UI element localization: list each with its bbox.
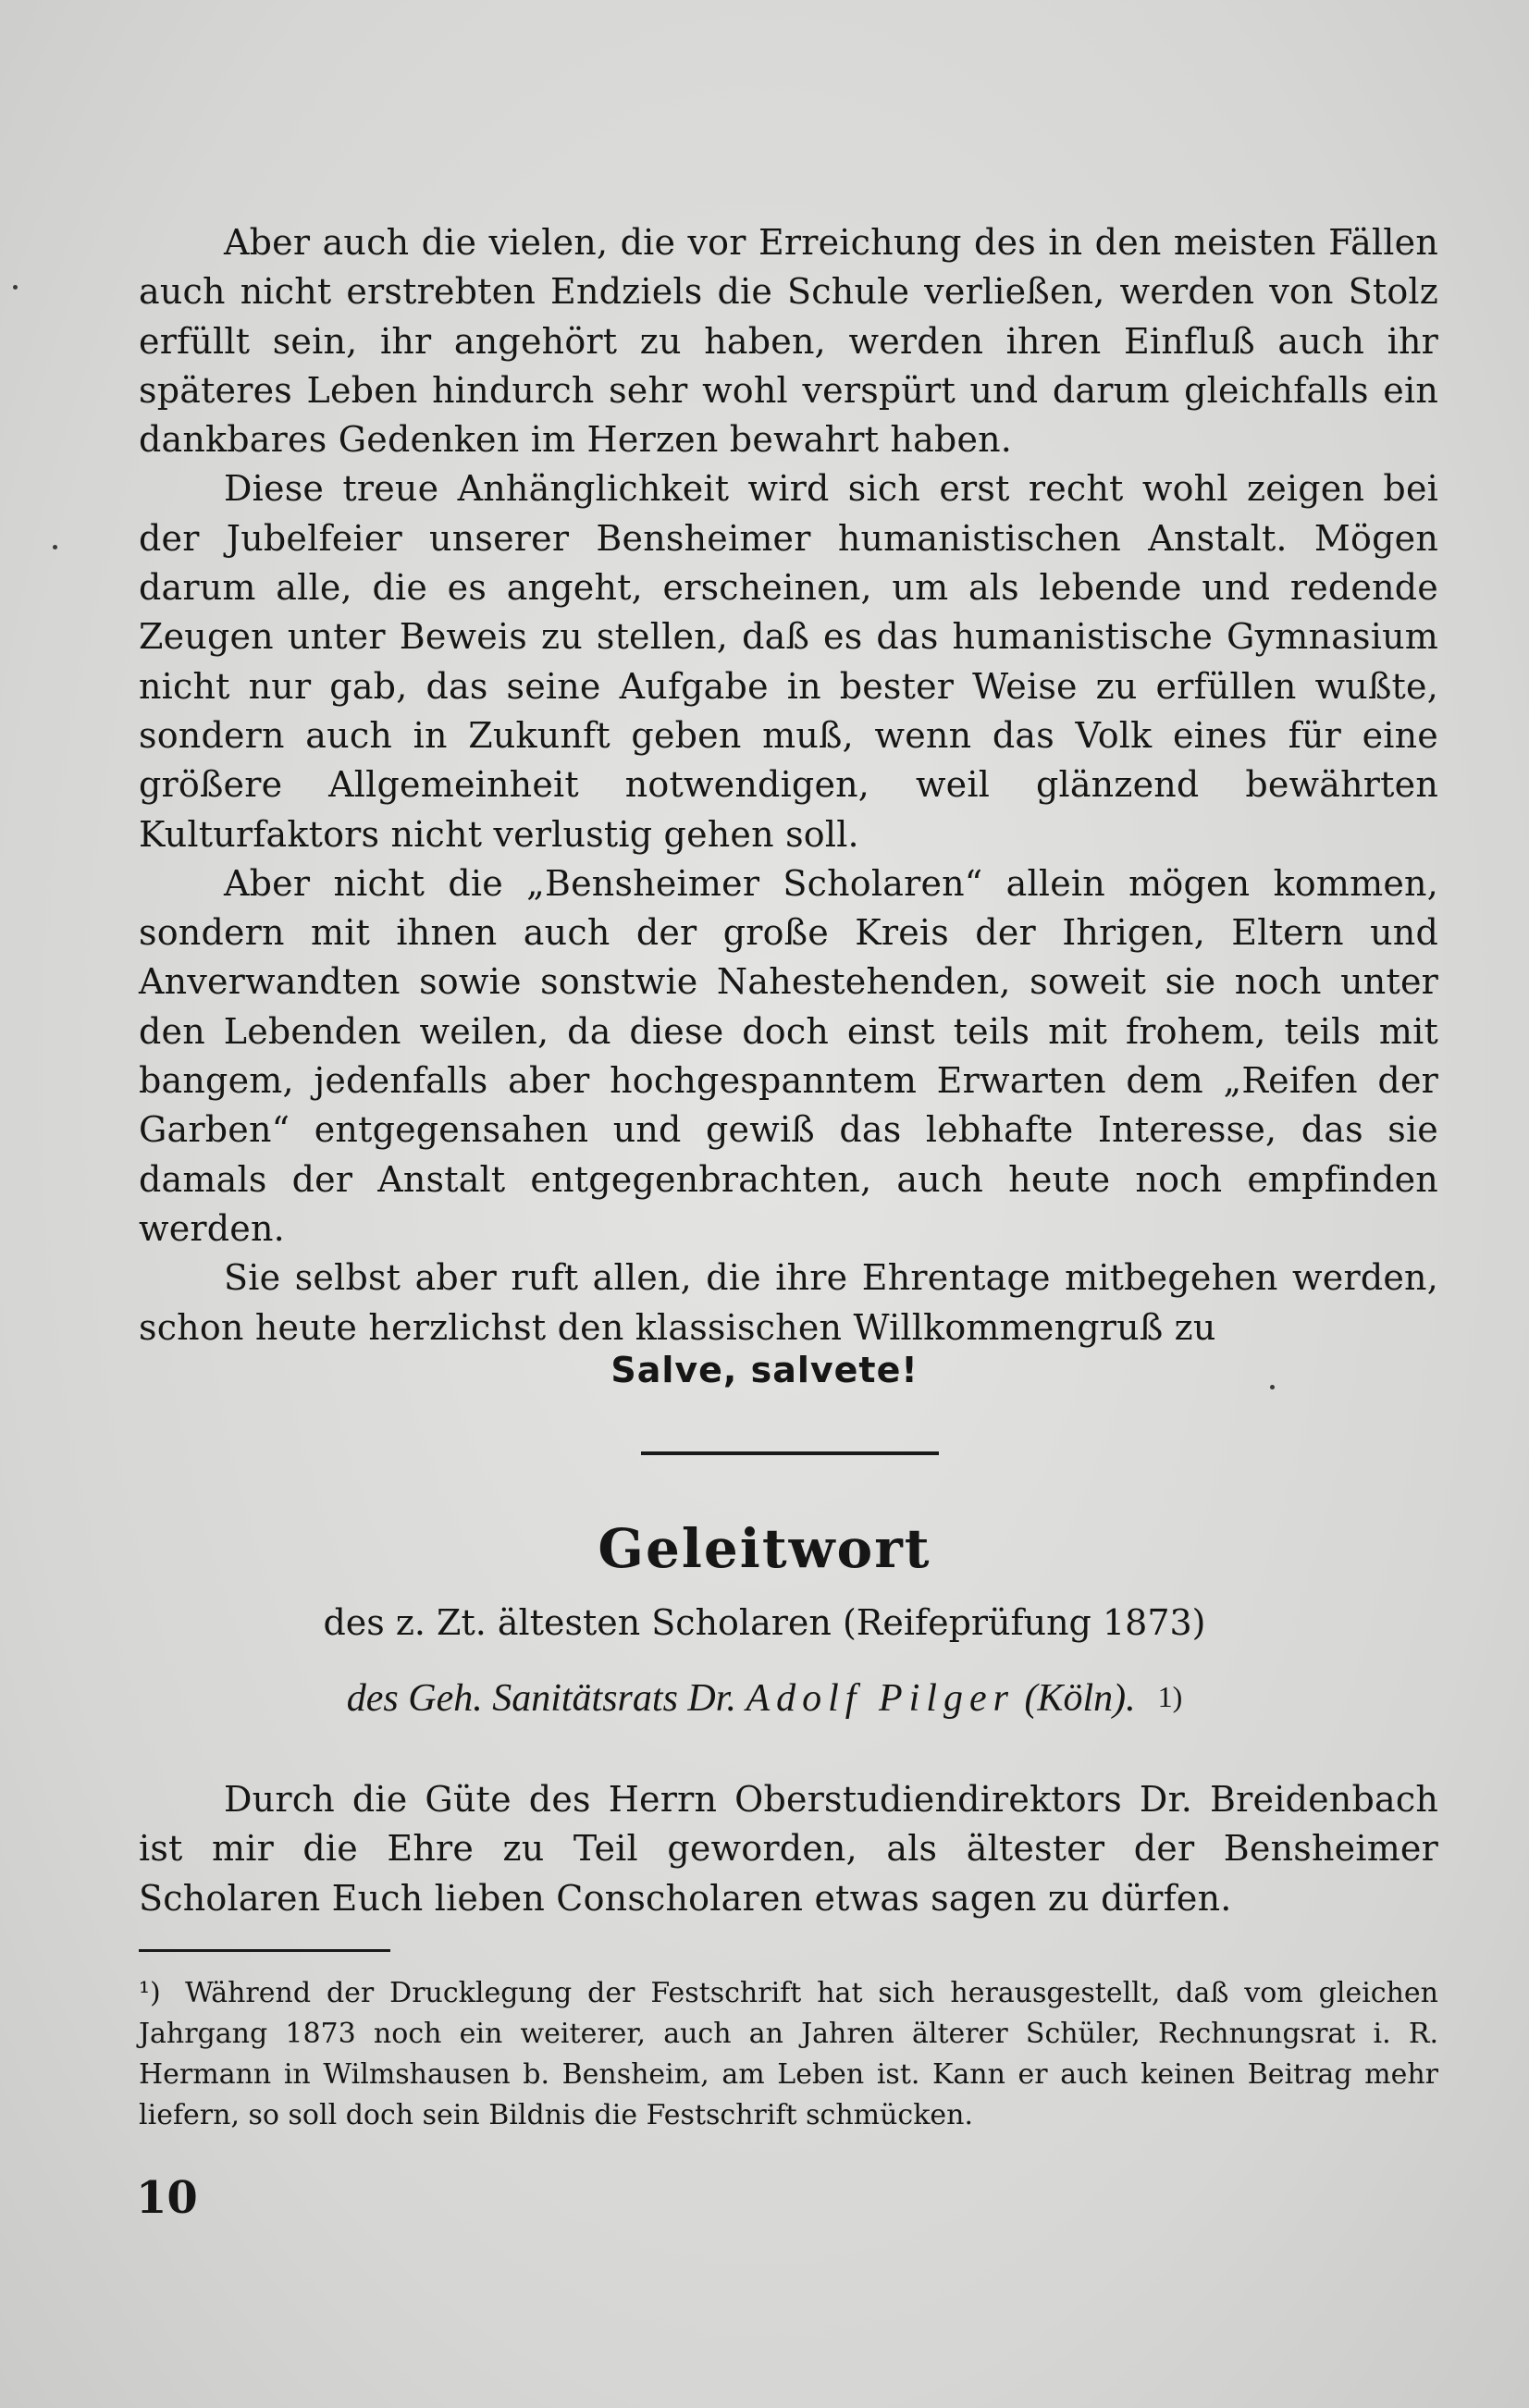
paragraph: Sie selbst aber ruft allen, die ihre Ehrentage mitbegehen werden, schon heute herzlichst den klassischen Willkommengruß zu (139, 1257, 1438, 1348)
footnote (139, 1973, 1438, 2136)
paper-speck (53, 545, 57, 550)
footnote-marker: ¹) (139, 1977, 161, 2009)
footnote-reference: 1) (1157, 1680, 1183, 1713)
footnote-text: Während der Drucklegung der Festschrift hat sich herausgestellt, daß vom gleichen Jahrgang 1873 noch ein weiterer, auch an Jahren älterer Schüler, Rechnungsrat i. R. Hermann in Wilmshausen b. Bensheim, am Leben ist. Kann er auch keinen Beitrag mehr liefern, so soll doch sein Bildnis die Festschrift schmücken. (139, 1977, 1438, 2131)
body-text-top (139, 218, 1438, 1352)
body-text-bottom (139, 1775, 1438, 1923)
paper-speck (13, 285, 18, 290)
paragraph: Durch die Güte des Herrn Oberstudiendirektors Dr. Breidenbach ist mir die Ehre zu Teil geworden, als ältester der Bensheimer Scholaren Euch lieben Conscholaren etwas sagen zu dürfen. (139, 1779, 1438, 1919)
paragraph: Aber auch die vielen, die vor Erreichung des in den meisten Fällen auch nicht erstrebten Endziels die Schule verließen, werden von Stolz erfüllt sein, ihr angehört zu haben, werden ihren Einfluß auch ihr späteres Leben hindurch sehr wohl verspürt und darum gleichfalls ein dankbares Gedenken im Herzen bewahrt haben. (139, 222, 1438, 461)
author-prefix: des Geh. Sanitätsrats Dr. (346, 1677, 746, 1720)
section-subheading: des z. Zt. ältesten Scholaren (Reifeprüfung 1873) (323, 1602, 1206, 1643)
paper-speck (1270, 1385, 1275, 1389)
author-city: (Köln). (1014, 1677, 1136, 1720)
footnote-divider (139, 1949, 390, 1952)
paragraph: Diese treue Anhänglichkeit wird sich erst recht wohl zeigen bei der Jubelfeier unserer Bensheimer humanistischen Anstalt. Mögen darum alle, die es angeht, erscheinen, um als lebende und redende Zeugen unter Beweis zu stellen, daß es das humanistische Gymnasium nicht nur gab, das seine Aufgabe in bester Weise zu erfüllen wußte, sondern auch in Zukunft geben muß, wenn das Volk eines für eine größere Allgemeinheit notwendigen, weil glänzend bewährten Kulturfaktors nicht verlustig gehen soll. (139, 468, 1438, 855)
author-line (0, 1676, 1529, 1721)
author-name: Adolf Pilger (746, 1677, 1015, 1720)
salutation: Salve, salvete! (610, 1350, 919, 1390)
page-number: 10 (136, 2172, 198, 2224)
section-divider (641, 1451, 939, 1455)
section-heading: Geleitwort (598, 1517, 931, 1580)
paragraph: Aber nicht die „Bensheimer Scholaren“ allein mögen kommen, sondern mit ihnen auch der große Kreis der Ihrigen, Eltern und Anverwandten sowie sonstwie Nahestehenden, soweit sie noch unter den Lebenden weilen, da diese doch einst teils mit frohem, teils mit bangem, jedenfalls aber hochgespanntem Erwarten dem „Reifen der Garben“ entgegensahen und gewiß das lebhafte Interesse, das sie damals der Anstalt entgegenbrachten, auch heute noch empfinden werden. (139, 862, 1438, 1249)
